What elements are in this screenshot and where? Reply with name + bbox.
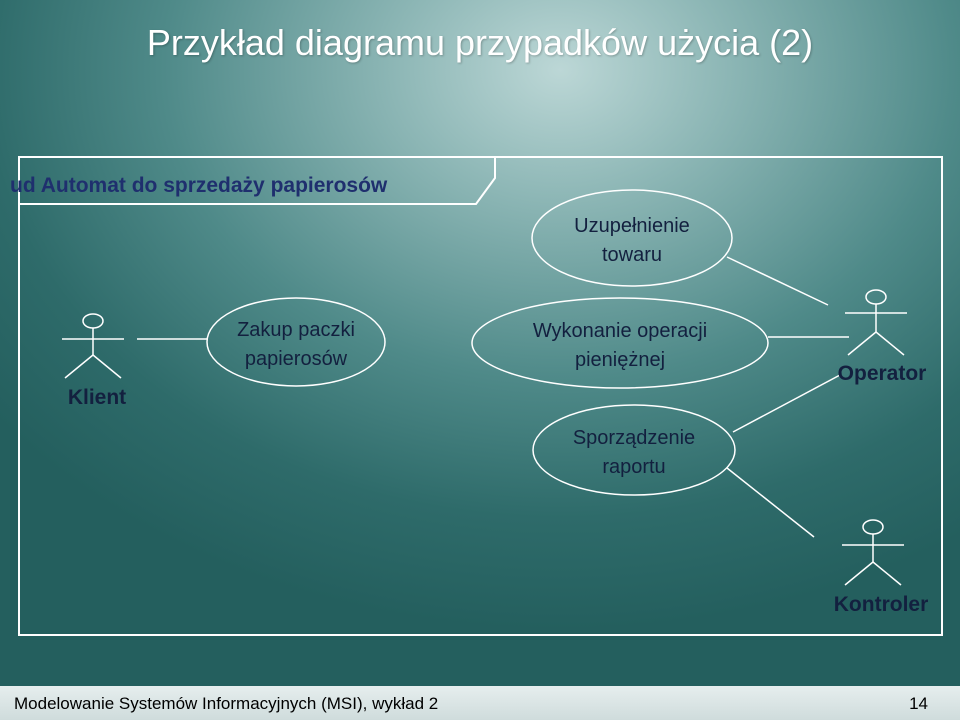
actor-klient-label: Klient — [67, 386, 127, 409]
use-case-sporzadzenie — [533, 405, 735, 495]
association-uzupelnienie-operator — [727, 257, 828, 305]
association-sporzadzenie-operator — [733, 375, 840, 432]
use-case-label-line1: Uzupełnienie — [574, 215, 690, 237]
use-case-label-line2: towaru — [601, 244, 663, 266]
use-case-label-line1: Wykonanie operacji — [532, 320, 708, 342]
slide-title: Przykład diagramu przypadków użycia (2) — [146, 22, 814, 63]
actor-operator-icon — [845, 290, 907, 355]
use-case-label-line2: papierosów — [244, 348, 348, 370]
use-case-ellipse — [532, 190, 732, 286]
use-case-label-line1: Zakup paczki — [237, 319, 355, 341]
actor-kontroler-label: Kontroler — [833, 593, 929, 616]
use-case-label-line1: Sporządzenie — [572, 427, 696, 449]
use-case-wykonanie — [472, 298, 768, 388]
page-number: 14 — [909, 694, 928, 713]
actor-kontroler-icon — [842, 520, 904, 585]
use-case-ellipse — [533, 405, 735, 495]
use-case-label-line2: raportu — [602, 456, 666, 478]
use-case-ellipse — [472, 298, 768, 388]
use-case-zakup — [207, 298, 385, 386]
diagram-frame — [19, 157, 942, 635]
frame-label: ud Automat do sprzedaży papierosów — [10, 174, 388, 197]
use-case-ellipse — [207, 298, 385, 386]
association-sporzadzenie-kontroler — [727, 468, 814, 537]
use-case-uzupelnienie — [532, 190, 732, 286]
actor-operator-label: Operator — [837, 362, 927, 385]
actor-klient-icon — [62, 314, 124, 378]
use-case-label-line2: pieniężnej — [574, 349, 666, 371]
footer-text: Modelowanie Systemów Informacyjnych (MSI), wykład 2 — [14, 694, 439, 713]
associations — [137, 257, 849, 537]
